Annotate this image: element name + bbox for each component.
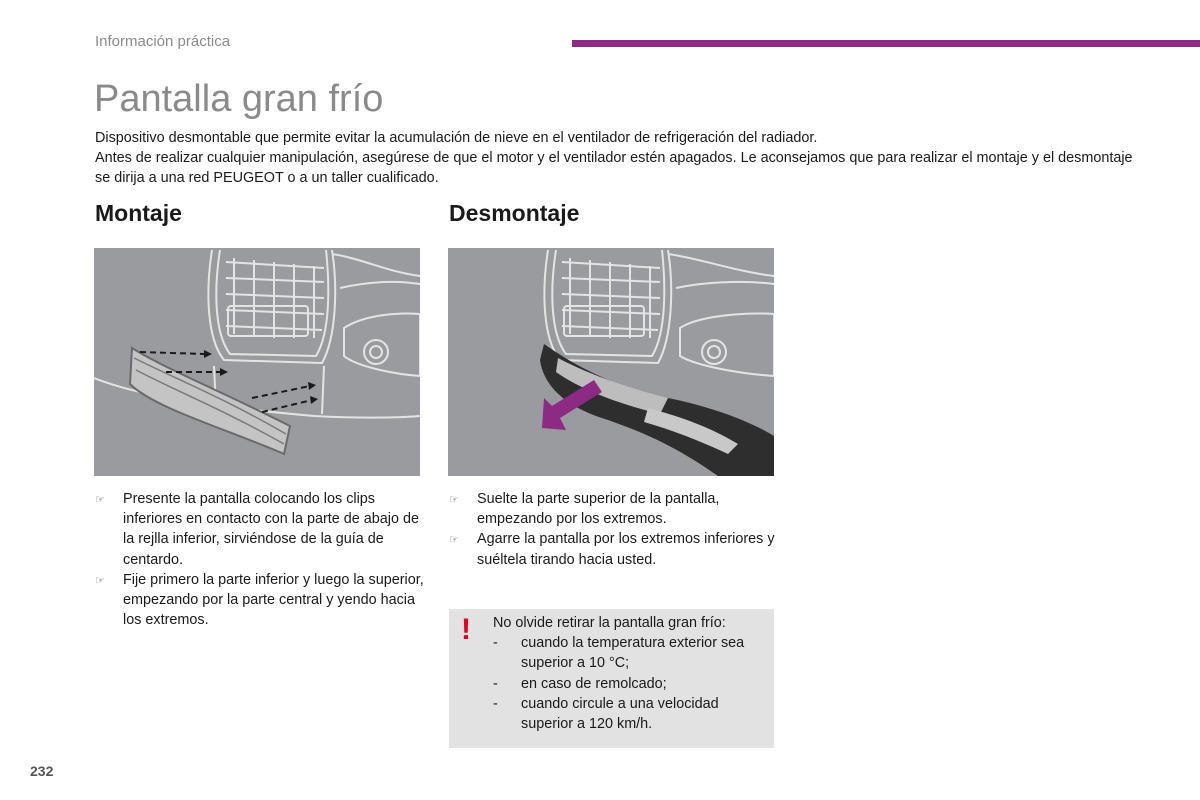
warning-box <box>449 609 774 748</box>
desmontaje-illustration <box>448 248 774 476</box>
dash-bullet: - <box>493 635 498 652</box>
intro-paragraph-2: Antes de realizar cualquier manipulación, asegúrese de que el motor y el ventilador estén apagados. Le aconsejamos que para realizar el montaje y el desmontaje se dirija a una red PEUGEOT o a un taller cualificado. <box>95 150 1133 186</box>
montaje-illustration <box>94 248 420 476</box>
pointing-hand-icon: ☞ <box>449 534 459 547</box>
pointing-hand-icon: ☞ <box>95 494 105 506</box>
montaje-step-1: Presente la pantalla colocando los clips inferiores en contacto con la parte de abajo de la rejlla inferior, sirviéndose de la guía de centardo. <box>123 491 420 568</box>
desmontaje-step-2: Agarre la pantalla por los extremos inferiores y suéltela tirando hacia usted. <box>477 531 775 568</box>
section-label: Información práctica <box>95 33 231 50</box>
list-item <box>449 529 779 569</box>
pointing-hand-icon: ☞ <box>95 574 105 587</box>
desmontaje-step-1: Suelte la parte superior de la pantalla, empezando por los extremos. <box>477 491 720 528</box>
intro-paragraph-1: Dispositivo desmontable que permite evitar la acumulación de nieve en el ventilador de refrigeración del radiador. <box>95 130 818 146</box>
intro-text <box>95 128 1135 188</box>
warning-text <box>493 613 768 734</box>
pointing-hand-icon: ☞ <box>449 494 459 506</box>
montaje-step-2: Fije primero la parte inferior y luego la superior, empezando por la parte central y yendo hacia los extremos. <box>123 571 424 629</box>
list-item <box>493 674 768 694</box>
warning-item-3: cuando circule a una velocidad superior a 120 km/h. <box>521 695 719 733</box>
dash-bullet: - <box>493 695 498 712</box>
montaje-steps <box>95 489 425 630</box>
warning-intro: No olvide retirar la pantalla gran frío: <box>493 615 726 631</box>
list-item <box>95 489 425 570</box>
list-item <box>493 633 768 673</box>
list-item <box>449 489 779 529</box>
exclamation-icon: ! <box>461 613 471 646</box>
list-item <box>95 570 425 631</box>
page-number: 232 <box>30 763 54 779</box>
warning-item-2: en caso de remolcado; <box>521 675 667 692</box>
desmontaje-heading: Desmontaje <box>449 200 580 226</box>
desmontaje-steps <box>449 489 779 570</box>
dash-bullet: - <box>493 675 498 692</box>
list-item <box>493 694 768 734</box>
montaje-heading: Montaje <box>95 200 182 226</box>
warning-item-1: cuando la temperatura exterior sea superior a 10 °C; <box>521 635 745 672</box>
header-accent-bar <box>572 40 1200 47</box>
page-title: Pantalla gran frío <box>94 78 384 120</box>
warning-list <box>493 633 768 734</box>
